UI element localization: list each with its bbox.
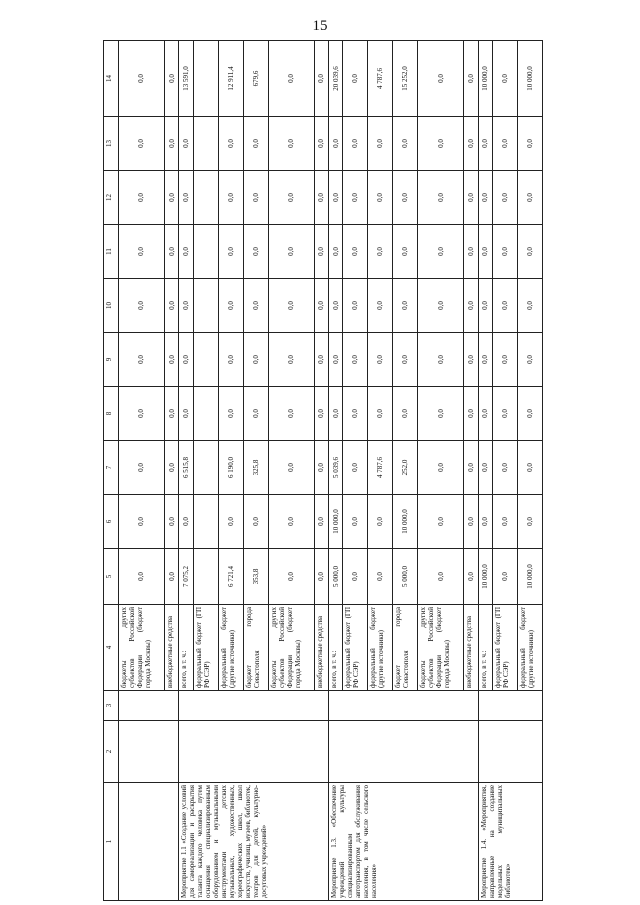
amount-cell: 0,0 — [368, 117, 393, 171]
amount-cell: 0,0 — [268, 171, 314, 225]
amount-cell: 0,0 — [478, 441, 492, 495]
amount-cell: 0,0 — [314, 279, 328, 333]
amount-cell: 679,6 — [243, 41, 268, 117]
amount-cell: 0,0 — [418, 41, 464, 117]
amount-cell: 0,0 — [343, 549, 368, 605]
amount-cell: 0,0 — [418, 549, 464, 605]
amount-cell: 0,0 — [464, 441, 478, 495]
column-number: 3 — [104, 691, 119, 721]
amount-cell: 0,0 — [343, 387, 368, 441]
column-number: 9 — [104, 333, 119, 387]
funding-source: внебюджетные средства — [164, 605, 178, 691]
amount-cell: 0,0 — [329, 387, 343, 441]
funding-source: федеральный бюджет (другие источники) — [368, 605, 393, 691]
amount-cell: 0,0 — [418, 333, 464, 387]
amount-cell: 6 515,8 — [179, 441, 193, 495]
amount-cell: 0,0 — [493, 225, 518, 279]
empty-cell — [119, 721, 179, 783]
amount-cell: 0,0 — [478, 117, 492, 171]
table-body — [119, 41, 543, 901]
amount-cell: 0,0 — [268, 387, 314, 441]
amount-cell: 6 721,4 — [218, 549, 243, 605]
amount-cell: 0,0 — [329, 279, 343, 333]
amount-cell: 0,0 — [368, 495, 393, 549]
amount-cell: 0,0 — [314, 441, 328, 495]
funding-source: всего, в т. ч.: — [179, 605, 193, 691]
amount-cell: 10 000,0 — [478, 549, 492, 605]
amount-cell: 0,0 — [218, 171, 243, 225]
column-number: 4 — [104, 605, 119, 691]
amount-cell — [193, 225, 218, 279]
amount-cell: 0,0 — [119, 117, 165, 171]
amount-cell: 0,0 — [218, 333, 243, 387]
amount-cell: 0,0 — [164, 495, 178, 549]
amount-cell: 0,0 — [493, 171, 518, 225]
funding-source: федеральный бюджет (ГП РФ СЭР) — [343, 605, 368, 691]
amount-cell: 20 039,6 — [329, 41, 343, 117]
amount-cell: 0,0 — [343, 441, 368, 495]
column-number: 14 — [104, 41, 119, 117]
amount-cell: 0,0 — [329, 333, 343, 387]
amount-cell: 0,0 — [493, 333, 518, 387]
amount-cell: 0,0 — [119, 495, 165, 549]
amount-cell: 0,0 — [314, 387, 328, 441]
empty-cell — [179, 691, 329, 721]
amount-cell: 0,0 — [518, 495, 543, 549]
funding-source: федеральный бюджет (другие источники) — [218, 605, 243, 691]
amount-cell — [193, 41, 218, 117]
event-name: Мероприятие 1.3. «Обеспечение учреждений культуры специализированным автотранспортом для обслуживания населения, в том числе сельского населения» — [329, 783, 479, 901]
amount-cell: 0,0 — [218, 225, 243, 279]
amount-cell: 0,0 — [464, 171, 478, 225]
amount-cell: 0,0 — [268, 333, 314, 387]
amount-cell: 0,0 — [164, 117, 178, 171]
amount-cell: 0,0 — [368, 225, 393, 279]
amount-cell: 0,0 — [368, 333, 393, 387]
amount-cell: 0,0 — [478, 171, 492, 225]
column-number: 12 — [104, 171, 119, 225]
amount-cell: 7 075,2 — [179, 549, 193, 605]
amount-cell: 0,0 — [164, 279, 178, 333]
amount-cell: 15 252,0 — [393, 41, 418, 117]
amount-cell: 0,0 — [218, 495, 243, 549]
amount-cell: 0,0 — [478, 495, 492, 549]
amount-cell: 0,0 — [343, 495, 368, 549]
column-number: 13 — [104, 117, 119, 171]
amount-cell: 10 000,0 — [478, 41, 492, 117]
amount-cell — [193, 279, 218, 333]
amount-cell: 4 787,6 — [368, 441, 393, 495]
amount-cell: 0,0 — [179, 387, 193, 441]
amount-cell — [193, 549, 218, 605]
amount-cell: 0,0 — [464, 549, 478, 605]
page-number: 15 — [312, 18, 328, 34]
amount-cell: 0,0 — [164, 549, 178, 605]
amount-cell: 4 787,6 — [368, 41, 393, 117]
amount-cell: 0,0 — [418, 495, 464, 549]
amount-cell: 0,0 — [268, 117, 314, 171]
amount-cell: 0,0 — [314, 171, 328, 225]
amount-cell: 0,0 — [464, 333, 478, 387]
amount-cell: 0,0 — [314, 495, 328, 549]
amount-cell — [193, 387, 218, 441]
amount-cell: 0,0 — [164, 441, 178, 495]
amount-cell: 0,0 — [464, 387, 478, 441]
funding-source: бюджеты других субъектов Российской Федерации (бюджет города Москвы) — [268, 605, 314, 691]
amount-cell: 0,0 — [393, 171, 418, 225]
empty-cell — [478, 721, 542, 783]
amount-cell: 0,0 — [418, 225, 464, 279]
table-row — [119, 41, 165, 901]
amount-cell: 0,0 — [243, 279, 268, 333]
funding-source: всего, в т. ч.: — [478, 605, 492, 691]
amount-cell: 0,0 — [119, 225, 165, 279]
amount-cell: 0,0 — [418, 441, 464, 495]
amount-cell: 0,0 — [119, 41, 165, 117]
amount-cell: 0,0 — [243, 225, 268, 279]
funding-source: внебюджетные средства — [464, 605, 478, 691]
column-number: 7 — [104, 441, 119, 495]
amount-cell: 0,0 — [368, 549, 393, 605]
empty-cell — [329, 691, 479, 721]
amount-cell: 0,0 — [119, 279, 165, 333]
funding-source: федеральный бюджет (другие источники) — [518, 605, 543, 691]
amount-cell: 0,0 — [119, 171, 165, 225]
funding-source: внебюджетные средства — [314, 605, 328, 691]
amount-cell: 0,0 — [218, 387, 243, 441]
amount-cell: 0,0 — [418, 387, 464, 441]
amount-cell: 0,0 — [164, 387, 178, 441]
amount-cell: 0,0 — [329, 171, 343, 225]
amount-cell: 10 000,0 — [518, 41, 543, 117]
amount-cell: 0,0 — [464, 279, 478, 333]
amount-cell: 0,0 — [518, 441, 543, 495]
amount-cell: 0,0 — [329, 225, 343, 279]
amount-cell: 252,0 — [393, 441, 418, 495]
amount-cell: 0,0 — [493, 495, 518, 549]
amount-cell: 0,0 — [268, 279, 314, 333]
amount-cell: 0,0 — [343, 171, 368, 225]
amount-cell — [193, 495, 218, 549]
table-frame — [103, 41, 543, 901]
amount-cell: 0,0 — [343, 117, 368, 171]
empty-cell — [119, 691, 179, 721]
amount-cell: 0,0 — [314, 333, 328, 387]
amount-cell: 0,0 — [268, 225, 314, 279]
amount-cell: 6 190,0 — [218, 441, 243, 495]
amount-cell: 0,0 — [464, 225, 478, 279]
amount-cell: 10 000,0 — [518, 549, 543, 605]
empty-cell — [179, 721, 329, 783]
amount-cell: 0,0 — [179, 279, 193, 333]
amount-cell: 0,0 — [243, 495, 268, 549]
table-row — [179, 41, 193, 901]
amount-cell: 0,0 — [493, 549, 518, 605]
amount-cell: 0,0 — [164, 41, 178, 117]
amount-cell: 0,0 — [518, 225, 543, 279]
event-name: Мероприятие 1.1 «Создание условий для самореализации и раскрытия таланта каждого человека путем оснащения специализированным оборудованием и музыкальными инструментами детских музыкальных, художественных, хореографических школ, школ искусств, училищ, музеев, библиотек, театров для детей, культурно-досуговых учреждений» — [179, 783, 329, 901]
amount-cell: 0,0 — [518, 279, 543, 333]
amount-cell: 0,0 — [464, 41, 478, 117]
amount-cell: 0,0 — [368, 171, 393, 225]
amount-cell: 0,0 — [393, 387, 418, 441]
column-number: 6 — [104, 495, 119, 549]
empty-cell — [478, 691, 542, 721]
amount-cell: 0,0 — [418, 117, 464, 171]
amount-cell: 0,0 — [368, 387, 393, 441]
column-number: 11 — [104, 225, 119, 279]
amount-cell: 0,0 — [314, 225, 328, 279]
amount-cell: 0,0 — [268, 495, 314, 549]
amount-cell: 0,0 — [368, 279, 393, 333]
event-name: Мероприятие 1.4. «Мероприятия, направленные на создание модельных муниципальных библиотек» — [478, 783, 542, 901]
amount-cell: 0,0 — [164, 225, 178, 279]
amount-cell: 0,0 — [268, 549, 314, 605]
amount-cell: 0,0 — [243, 117, 268, 171]
amount-cell: 353,8 — [243, 549, 268, 605]
amount-cell: 0,0 — [343, 333, 368, 387]
amount-cell: 0,0 — [218, 279, 243, 333]
column-number: 10 — [104, 279, 119, 333]
empty-cell — [329, 721, 479, 783]
column-number: 2 — [104, 721, 119, 783]
amount-cell — [193, 441, 218, 495]
amount-cell: 0,0 — [164, 171, 178, 225]
event-name — [119, 783, 179, 901]
amount-cell: 0,0 — [179, 117, 193, 171]
amount-cell: 0,0 — [243, 333, 268, 387]
amount-cell: 0,0 — [218, 117, 243, 171]
amount-cell — [193, 117, 218, 171]
amount-cell: 5 000,0 — [393, 549, 418, 605]
funding-source: федеральный бюджет (ГП РФ СЭР) — [493, 605, 518, 691]
amount-cell: 0,0 — [314, 117, 328, 171]
column-number: 5 — [104, 549, 119, 605]
amount-cell: 0,0 — [518, 171, 543, 225]
amount-cell: 0,0 — [164, 333, 178, 387]
amount-cell: 0,0 — [119, 441, 165, 495]
amount-cell: 0,0 — [493, 387, 518, 441]
amount-cell: 0,0 — [343, 41, 368, 117]
amount-cell: 10 000,0 — [329, 495, 343, 549]
funding-source: бюджеты других субъектов Российской Федерации (бюджет города Москвы) — [418, 605, 464, 691]
amount-cell: 0,0 — [418, 279, 464, 333]
amount-cell: 0,0 — [329, 117, 343, 171]
amount-cell: 0,0 — [464, 117, 478, 171]
funding-source: бюджет города Севастополя — [393, 605, 418, 691]
amount-cell: 5 000,0 — [329, 549, 343, 605]
amount-cell: 5 039,6 — [329, 441, 343, 495]
amount-cell: 0,0 — [243, 387, 268, 441]
column-number: 1 — [104, 783, 119, 901]
amount-cell: 0,0 — [393, 279, 418, 333]
amount-cell: 0,0 — [343, 279, 368, 333]
amount-cell: 0,0 — [478, 333, 492, 387]
amount-cell: 0,0 — [518, 117, 543, 171]
amount-cell: 0,0 — [243, 171, 268, 225]
funding-source: бюджет города Севастополя — [243, 605, 268, 691]
amount-cell: 0,0 — [393, 225, 418, 279]
amount-cell: 0,0 — [314, 41, 328, 117]
table-row — [478, 41, 492, 901]
amount-cell: 0,0 — [464, 495, 478, 549]
amount-cell: 0,0 — [268, 41, 314, 117]
amount-cell: 0,0 — [179, 225, 193, 279]
amount-cell: 0,0 — [119, 387, 165, 441]
funding-source: бюджеты других субъектов Российской Федерации (бюджет города Москвы) — [119, 605, 165, 691]
funding-source: федеральный бюджет (ГП РФ СЭР) — [193, 605, 218, 691]
amount-cell: 0,0 — [119, 549, 165, 605]
amount-cell: 0,0 — [478, 279, 492, 333]
funding-source: всего, в т. ч.: — [329, 605, 343, 691]
table-row — [329, 41, 343, 901]
amount-cell: 0,0 — [493, 117, 518, 171]
amount-cell: 0,0 — [478, 387, 492, 441]
amount-cell — [193, 171, 218, 225]
amount-cell: 0,0 — [343, 225, 368, 279]
amount-cell: 325,8 — [243, 441, 268, 495]
amount-cell: 0,0 — [418, 171, 464, 225]
amount-cell: 0,0 — [518, 333, 543, 387]
amount-cell: 0,0 — [493, 41, 518, 117]
amount-cell: 0,0 — [478, 225, 492, 279]
header-row — [104, 41, 119, 901]
amount-cell: 10 000,0 — [393, 495, 418, 549]
amount-cell: 0,0 — [314, 549, 328, 605]
amount-cell: 0,0 — [119, 333, 165, 387]
amount-cell: 0,0 — [179, 333, 193, 387]
budget-table — [103, 40, 543, 901]
amount-cell: 0,0 — [268, 441, 314, 495]
amount-cell — [193, 333, 218, 387]
amount-cell: 12 911,4 — [218, 41, 243, 117]
amount-cell: 0,0 — [518, 387, 543, 441]
amount-cell: 0,0 — [393, 333, 418, 387]
amount-cell: 0,0 — [393, 117, 418, 171]
amount-cell: 0,0 — [493, 441, 518, 495]
column-number: 8 — [104, 387, 119, 441]
amount-cell: 0,0 — [493, 279, 518, 333]
amount-cell: 0,0 — [179, 171, 193, 225]
amount-cell: 0,0 — [179, 495, 193, 549]
amount-cell: 13 591,0 — [179, 41, 193, 117]
